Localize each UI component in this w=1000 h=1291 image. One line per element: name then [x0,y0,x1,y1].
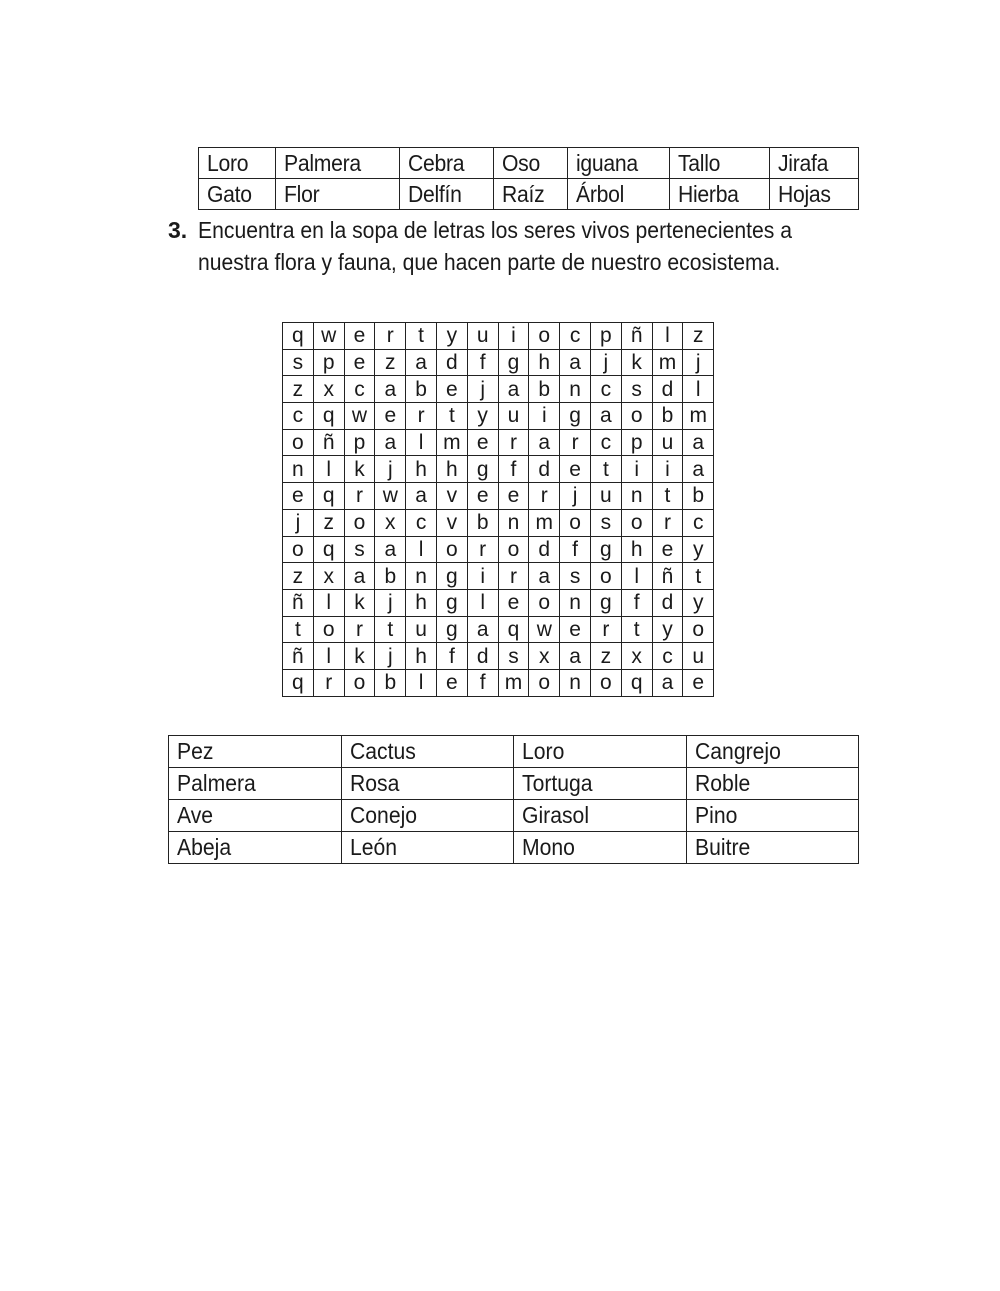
grid-letter: h [621,536,652,563]
instruction-line-1: Encuentra en la sopa de letras los seres vivos pertenecientes a [198,217,793,243]
grid-letter: a [529,429,560,456]
grid-letter: r [560,429,591,456]
vocabulary-cell-text: iguana [575,149,638,176]
vocabulary-cell [567,179,669,210]
word-list-cell-text: Pez [177,738,214,764]
grid-letter: r [344,616,375,643]
grid-letter: e [560,616,591,643]
vocabulary-cell-text: Jirafa [778,149,829,176]
grid-letter: h [436,456,467,483]
grid-letter: a [652,669,683,696]
grid-letter: l [467,589,498,616]
grid-letter: l [406,429,437,456]
grid-letter: f [498,456,529,483]
grid-letter: k [344,456,375,483]
grid-row [283,376,714,403]
grid-letter: h [529,349,560,376]
grid-letter: e [652,536,683,563]
grid-letter: m [683,403,714,430]
grid-letter: j [560,483,591,510]
grid-letter: o [283,536,314,563]
grid-letter: r [375,323,406,350]
grid-row [283,616,714,643]
vocabulary-cell [493,148,567,179]
vocabulary-cell-text: Gato [207,180,252,207]
grid-letter: a [560,349,591,376]
word-list-table [168,735,859,864]
grid-letter: e [436,376,467,403]
grid-letter: z [313,509,344,536]
grid-letter: b [375,669,406,696]
grid-letter: o [436,536,467,563]
word-list-cell-text: Ave [177,802,214,828]
grid-letter: g [467,456,498,483]
word-list-cell-text: Conejo [349,802,417,828]
grid-row [283,429,714,456]
grid-letter: o [683,616,714,643]
word-list-cell [341,736,514,768]
word-list-cell [686,736,859,768]
instruction-line-2: nuestra flora y fauna, que hacen parte de nuestro ecosistema. [198,249,781,275]
grid-letter: g [560,403,591,430]
grid-letter: q [283,669,314,696]
grid-letter: d [467,643,498,670]
grid-letter: a [467,616,498,643]
grid-letter: c [560,323,591,350]
grid-letter: t [283,616,314,643]
vocabulary-cell-text: Árbol [575,180,624,207]
grid-letter: t [683,563,714,590]
grid-letter: q [498,616,529,643]
grid-letter: w [344,403,375,430]
grid-letter: j [683,349,714,376]
grid-letter: g [436,563,467,590]
grid-letter: ñ [283,643,314,670]
grid-letter: b [652,403,683,430]
grid-letter: u [683,643,714,670]
grid-letter: s [621,376,652,403]
grid-letter: o [621,509,652,536]
grid-letter: a [344,563,375,590]
grid-letter: r [498,563,529,590]
grid-letter: s [590,509,621,536]
vocabulary-cell [567,148,669,179]
word-list-cell-text: Girasol [522,802,590,828]
grid-letter: x [313,563,344,590]
word-list-cell-text: Cangrejo [694,738,781,764]
grid-letter: j [375,643,406,670]
grid-letter: t [436,403,467,430]
grid-letter: s [283,349,314,376]
grid-letter: q [283,323,314,350]
word-list-cell [169,832,342,864]
grid-letter: o [344,509,375,536]
grid-row [283,483,714,510]
grid-letter: n [560,669,591,696]
grid-letter: w [529,616,560,643]
grid-letter: n [283,456,314,483]
grid-letter: k [344,643,375,670]
vocabulary-cell-text: Palmera [284,149,362,176]
grid-letter: o [283,429,314,456]
grid-letter: g [590,536,621,563]
word-list-cell [686,832,859,864]
grid-letter: l [406,536,437,563]
word-list-cell [514,736,687,768]
grid-letter: i [621,456,652,483]
grid-letter: x [621,643,652,670]
grid-letter: a [375,536,406,563]
vocabulary-cell [276,148,400,179]
grid-letter: q [313,536,344,563]
grid-letter: u [590,483,621,510]
vocabulary-table [198,147,859,210]
grid-letter: y [436,323,467,350]
grid-letter: t [590,456,621,483]
grid-letter: h [406,456,437,483]
grid-letter: a [683,429,714,456]
grid-letter: j [467,376,498,403]
grid-row [283,403,714,430]
grid-letter: v [436,483,467,510]
vocabulary-cell [493,179,567,210]
vocabulary-cell-text: Cebra [408,149,465,176]
word-list-row [169,832,859,864]
grid-letter: f [467,349,498,376]
grid-letter: y [683,536,714,563]
grid-letter: a [498,376,529,403]
vocabulary-cell-text: Tallo [677,149,720,176]
grid-letter: y [467,403,498,430]
word-list-cell [514,800,687,832]
word-list-cell [686,800,859,832]
word-list-cell-text: Mono [522,834,575,860]
grid-letter: a [406,483,437,510]
grid-letter: r [344,483,375,510]
word-list-cell [169,768,342,800]
word-list-cell-text: Pino [694,802,737,828]
vocabulary-cell [199,148,276,179]
grid-letter: t [652,483,683,510]
grid-letter: n [498,509,529,536]
word-list-row [169,800,859,832]
grid-letter: c [652,643,683,670]
grid-letter: s [344,536,375,563]
grid-letter: b [683,483,714,510]
vocabulary-cell [770,148,859,179]
word-list-cell-text: Roble [694,770,750,796]
vocabulary-cell-text: Loro [207,149,249,176]
grid-letter: e [683,669,714,696]
grid-letter: t [621,616,652,643]
grid-letter: o [560,509,591,536]
vocabulary-cell [276,179,400,210]
grid-row [283,669,714,696]
grid-letter: b [529,376,560,403]
grid-letter: r [529,483,560,510]
grid-letter: f [560,536,591,563]
vocabulary-cell-text: Delfín [408,180,462,207]
grid-letter: a [590,403,621,430]
grid-row [283,509,714,536]
grid-letter: o [529,589,560,616]
grid-letter: b [467,509,498,536]
grid-letter: n [621,483,652,510]
vocabulary-cell [770,179,859,210]
grid-letter: d [529,536,560,563]
grid-letter: o [621,403,652,430]
grid-letter: r [498,429,529,456]
grid-letter: l [683,376,714,403]
word-list-cell-text: Palmera [177,770,256,796]
word-search-grid [282,322,714,697]
vocabulary-cell [669,179,769,210]
grid-letter: a [406,349,437,376]
grid-letter: d [652,376,683,403]
grid-letter: c [683,509,714,536]
grid-letter: r [590,616,621,643]
grid-letter: a [375,376,406,403]
grid-letter: ñ [621,323,652,350]
grid-letter: j [590,349,621,376]
grid-letter: v [436,509,467,536]
grid-letter: ñ [652,563,683,590]
grid-letter: x [375,509,406,536]
grid-letter: c [590,429,621,456]
grid-letter: w [313,323,344,350]
word-list-cell [169,736,342,768]
vocabulary-cell [669,148,769,179]
grid-letter: f [467,669,498,696]
grid-letter: l [313,589,344,616]
grid-letter: n [560,376,591,403]
grid-letter: z [683,323,714,350]
grid-letter: e [467,483,498,510]
grid-row [283,349,714,376]
vocabulary-table-body [199,148,859,210]
word-list-cell-text: Rosa [349,770,399,796]
grid-letter: g [590,589,621,616]
word-list-cell-text: León [349,834,397,860]
grid-letter: h [406,589,437,616]
grid-letter: q [313,483,344,510]
grid-letter: f [436,643,467,670]
grid-letter: a [683,456,714,483]
grid-letter: e [467,429,498,456]
grid-letter: a [560,643,591,670]
instruction-text [198,214,805,278]
grid-letter: m [529,509,560,536]
word-list-cell-text: Cactus [349,738,416,764]
vocabulary-row [199,179,859,210]
grid-letter: u [406,616,437,643]
grid-letter: g [436,589,467,616]
grid-letter: s [498,643,529,670]
word-list-row [169,736,859,768]
word-list-cell [169,800,342,832]
grid-letter: d [529,456,560,483]
grid-letter: p [313,349,344,376]
grid-letter: p [590,323,621,350]
grid-letter: j [283,509,314,536]
grid-letter: b [406,376,437,403]
grid-letter: e [344,349,375,376]
grid-letter: i [467,563,498,590]
grid-letter: t [375,616,406,643]
grid-letter: ñ [313,429,344,456]
grid-letter: c [406,509,437,536]
grid-letter: z [375,349,406,376]
vocabulary-cell [400,179,494,210]
grid-row [283,536,714,563]
grid-letter: o [498,536,529,563]
grid-letter: n [560,589,591,616]
instruction-number: 3. [168,217,188,243]
grid-letter: m [436,429,467,456]
grid-letter: c [283,403,314,430]
grid-letter: c [590,376,621,403]
grid-letter: u [652,429,683,456]
vocabulary-cell [400,148,494,179]
word-list-row [169,768,859,800]
grid-letter: l [313,643,344,670]
grid-letter: i [498,323,529,350]
grid-row [283,323,714,350]
word-list-cell [341,768,514,800]
grid-letter: g [498,349,529,376]
grid-letter: o [529,323,560,350]
grid-letter: t [406,323,437,350]
grid-letter: p [621,429,652,456]
grid-letter: y [683,589,714,616]
grid-letter: ñ [283,589,314,616]
grid-letter: l [406,669,437,696]
word-list-cell [341,800,514,832]
grid-letter: o [344,669,375,696]
grid-letter: z [590,643,621,670]
grid-letter: u [467,323,498,350]
grid-letter: z [283,376,314,403]
grid-letter: d [436,349,467,376]
grid-row [283,589,714,616]
grid-letter: m [652,349,683,376]
grid-letter: x [529,643,560,670]
grid-letter: e [560,456,591,483]
word-list-cell-text: Abeja [177,834,232,860]
grid-letter: u [498,403,529,430]
vocabulary-row [199,148,859,179]
grid-letter: l [621,563,652,590]
grid-letter: x [313,376,344,403]
grid-letter: r [467,536,498,563]
grid-letter: j [375,456,406,483]
grid-letter: w [375,483,406,510]
grid-letter: r [652,509,683,536]
grid-letter: f [621,589,652,616]
word-list-cell [514,768,687,800]
vocabulary-cell-text: Raíz [501,180,545,207]
grid-letter: b [375,563,406,590]
grid-letter: e [498,589,529,616]
grid-letter: p [344,429,375,456]
grid-letter: r [313,669,344,696]
grid-letter: j [375,589,406,616]
word-list-cell-text: Loro [522,738,565,764]
grid-letter: c [344,376,375,403]
grid-letter: d [652,589,683,616]
grid-letter: o [313,616,344,643]
grid-letter: i [529,403,560,430]
grid-letter: r [406,403,437,430]
grid-letter: e [375,403,406,430]
word-list-cell [341,832,514,864]
vocabulary-cell-text: Oso [501,149,540,176]
vocabulary-cell-text: Hierba [677,180,739,207]
grid-letter: l [652,323,683,350]
grid-letter: h [406,643,437,670]
grid-row [283,643,714,670]
word-list-table-body [169,736,859,864]
grid-letter: e [498,483,529,510]
grid-letter: q [313,403,344,430]
grid-row [283,563,714,590]
grid-letter: o [590,669,621,696]
grid-letter: z [283,563,314,590]
grid-letter: y [652,616,683,643]
grid-letter: o [529,669,560,696]
grid-letter: e [344,323,375,350]
vocabulary-cell [199,179,276,210]
vocabulary-cell-text: Hojas [778,180,831,207]
grid-letter: k [344,589,375,616]
grid-letter: l [313,456,344,483]
grid-letter: o [590,563,621,590]
grid-letter: i [652,456,683,483]
word-list-cell [514,832,687,864]
grid-row [283,456,714,483]
grid-letter: e [283,483,314,510]
word-list-cell-text: Tortuga [522,770,593,796]
grid-letter: s [560,563,591,590]
word-list-cell [686,768,859,800]
grid-letter: a [375,429,406,456]
grid-letter: a [529,563,560,590]
grid-letter: n [406,563,437,590]
word-list-cell-text: Buitre [694,834,750,860]
grid-letter: q [621,669,652,696]
grid-letter: m [498,669,529,696]
grid-letter: g [436,616,467,643]
grid-letter: k [621,349,652,376]
grid-letter: e [436,669,467,696]
word-search-grid-body [283,323,714,697]
vocabulary-cell-text: Flor [284,180,320,207]
